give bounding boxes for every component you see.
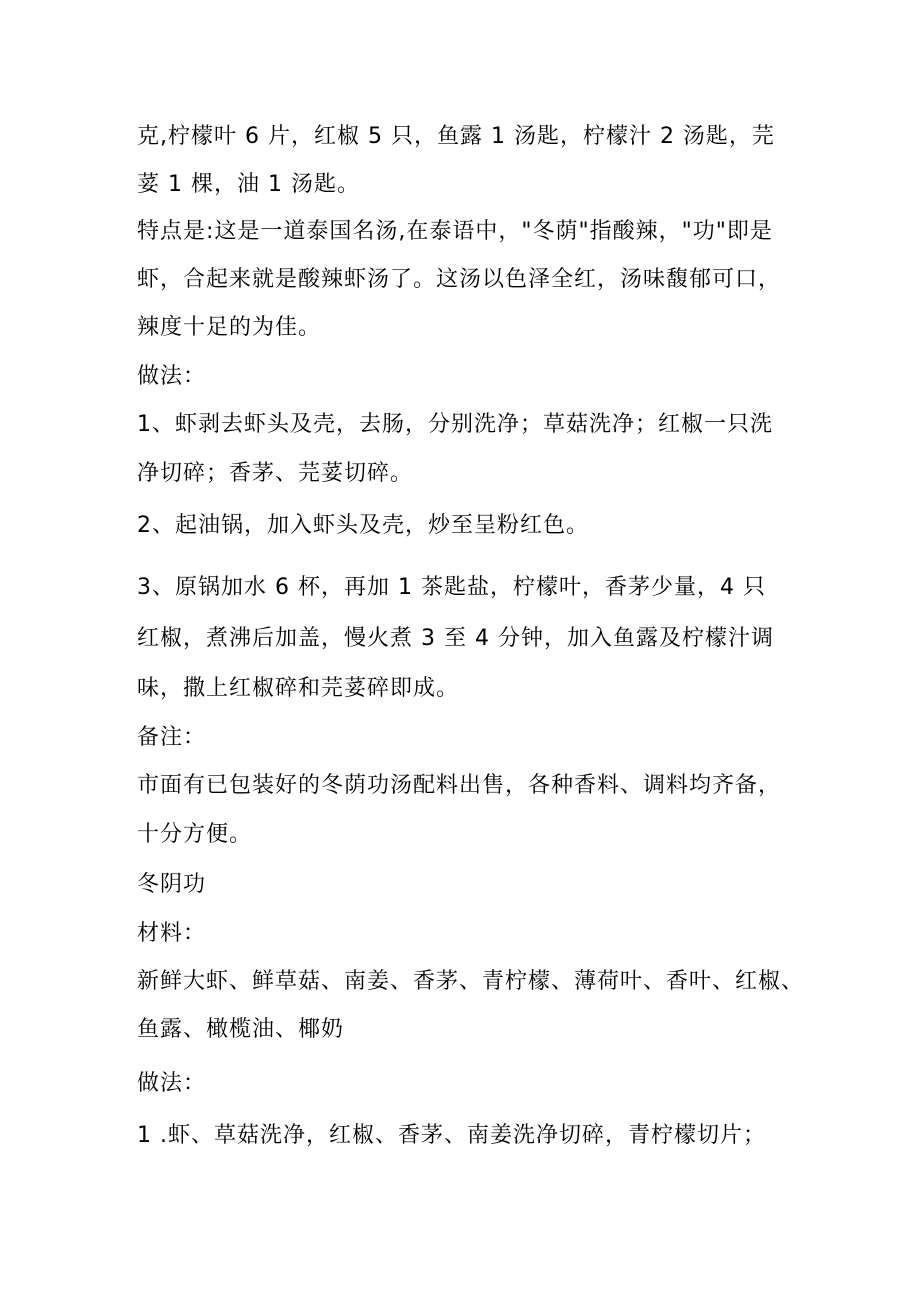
text-line: 1、虾剥去虾头及壳，去肠，分别洗净；草菇洗净；红椒一只洗: [137, 412, 773, 437]
text-line: 鱼露、橄榄油、椰奶: [137, 1017, 345, 1042]
text-line: 2、起油锅，加入虾头及壳，炒至呈粉红色。: [137, 513, 589, 538]
text-line: 虾，合起来就是酸辣虾汤了。这汤以色泽全红，汤味馥郁可口，: [137, 267, 782, 292]
section-heading: 做法：: [137, 1071, 207, 1096]
section-heading: 做法：: [137, 364, 207, 389]
text-line: 1 .虾、草菇洗净，红椒、香茅、南姜洗净切碎，青柠檬切片；: [137, 1123, 766, 1148]
text-line: 红椒，煮沸后加盖，慢火煮 3 至 4 分钟，加入鱼露及柠檬汁调: [137, 626, 774, 651]
text-line: 荽 1 棵，油 1 汤匙。: [137, 172, 360, 197]
text-line: 辣度十足的为佳。: [137, 315, 322, 340]
recipe-title: 冬阴功: [137, 872, 207, 897]
text-line: 十分方便。: [137, 822, 253, 847]
text-line: 克,柠檬叶 6 片，红椒 5 只，鱼露 1 汤匙，柠檬汁 2 汤匙，芫: [137, 124, 775, 149]
text-line: 新鲜大虾、鲜草菇、南姜、香茅、青柠檬、薄荷叶、香叶、红椒、: [137, 969, 805, 994]
text-line: 特点是:这是一道泰国名汤,在泰语中，"冬荫"指酸辣，"功"即是: [137, 219, 773, 244]
text-line: 净切碎；香茅、芫荽切碎。: [137, 461, 414, 486]
text-line: 市面有已包装好的冬荫功汤配料出售，各种香料、调料均齐备，: [137, 773, 782, 798]
text-line: 3、原锅加水 6 杯，再加 1 茶匙盐，柠檬叶，香茅少量，4 只: [137, 575, 766, 600]
text-line: 味，撒上红椒碎和芫荽碎即成。: [137, 676, 460, 701]
section-heading: 备注：: [137, 725, 207, 750]
section-heading: 材料：: [137, 921, 207, 946]
